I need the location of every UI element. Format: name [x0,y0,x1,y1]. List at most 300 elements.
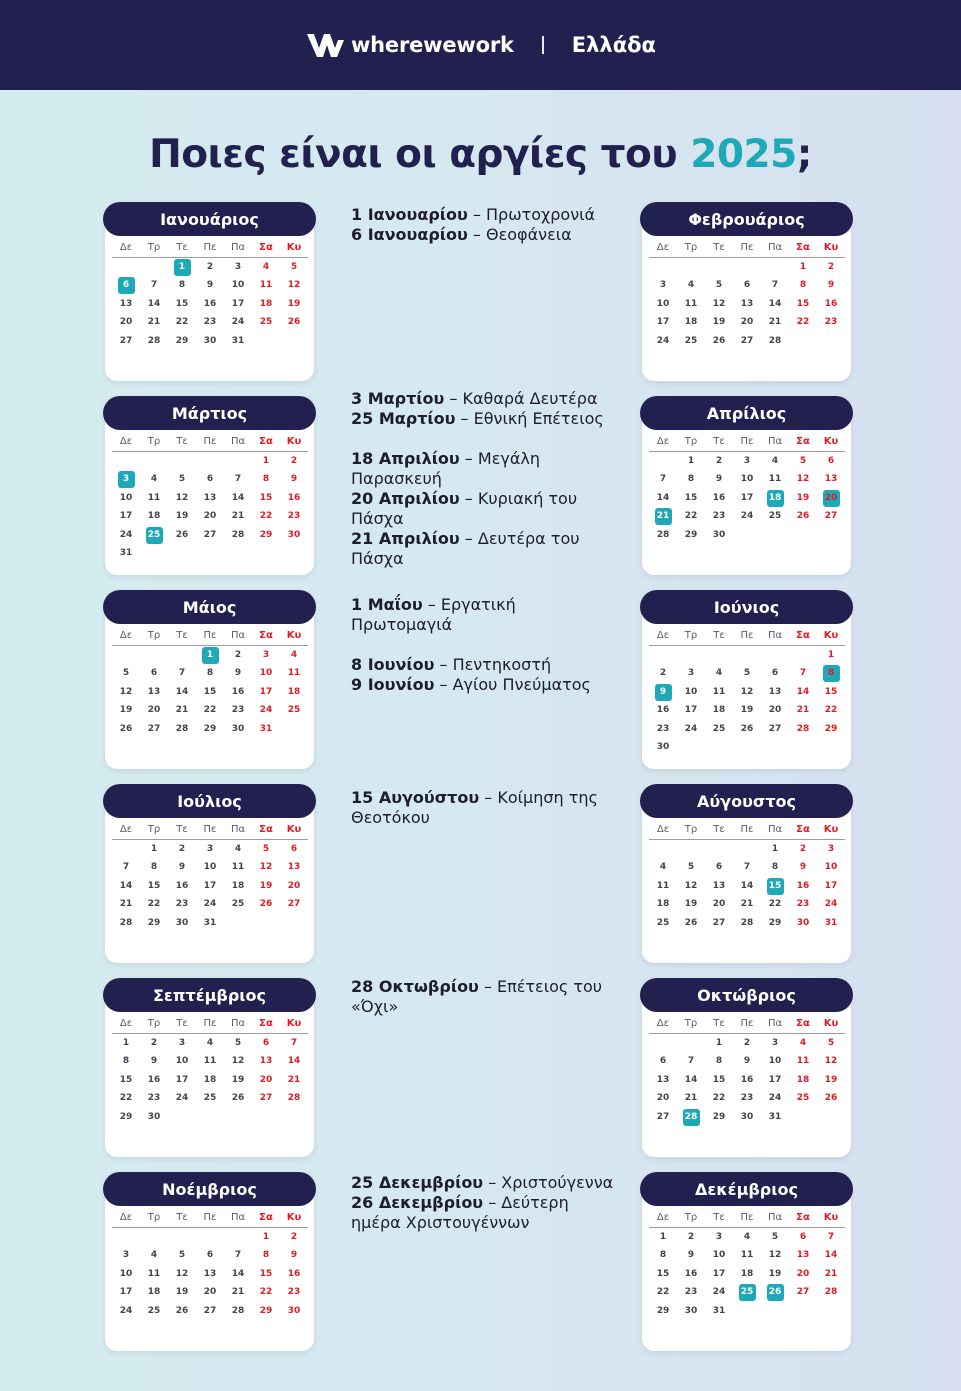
day-cell: 5 [715,280,723,290]
day-cell: 2 [290,1231,298,1242]
holiday-date: 20 Απριλίου [351,489,460,508]
holiday-date: 15 Αυγούστου [351,788,480,807]
day-cell: 16 [656,705,670,715]
weekday-label: Κυ [817,433,845,452]
weekday-label: Τε [168,433,196,452]
weekday-label: Τρ [677,239,705,258]
holiday-entry [351,449,619,489]
day-cell: 8 [659,1250,667,1260]
day-cell: 18 [231,880,245,891]
day-cell: 27 [287,899,301,909]
month-card [642,1173,851,1351]
day-cell: 13 [768,686,782,697]
month-name: Δεκέμβριος [640,1172,853,1206]
day-cell: 25 [656,917,670,928]
day-cell: 15 [712,1074,726,1085]
day-cell: 24 [740,511,754,521]
day-cell: 1 [827,649,835,660]
day-cell: 29 [259,529,273,540]
day-cell: 7 [827,1231,835,1242]
empty-cell [677,646,705,665]
day-cell: 21 [147,317,161,327]
day-cell: 10 [712,1250,726,1260]
day-cell: 19 [712,317,726,327]
weekday-label: Δε [112,1015,140,1034]
day-cell: 29 [684,529,698,540]
day-cell: 7 [290,1037,298,1048]
day-cell: 5 [262,843,270,854]
holiday-entry [351,409,619,429]
weekday-label: Τρ [140,239,168,258]
day-cell: 16 [147,1074,161,1085]
day-cell: 6 [715,862,723,872]
title-year: 2025 [690,132,797,177]
day-cell: 28 [824,1287,838,1297]
day-cell: 5 [290,261,298,272]
weekday-label: Πα [761,627,789,646]
empty-cell [677,840,705,859]
weekday-label: Πε [733,627,761,646]
day-cell: 28 [740,917,754,928]
day-cell: 12 [824,1056,838,1066]
day-cell: 24 [231,317,245,327]
day-cell: 24 [684,723,698,734]
holiday-group [351,1173,619,1233]
month-card [105,1173,314,1351]
day-cell: 22 [175,317,189,327]
day-cell: 18 [287,686,301,697]
day-cell: 3 [262,649,270,660]
page-title [0,132,961,177]
day-cell: 2 [827,261,835,272]
holiday-name: – Εργατική Πρωτομαγιά [351,595,516,634]
day-cell: 16 [287,492,301,503]
day-cell: 15 [259,492,273,503]
holiday-name: – Θεοφάνεια [467,225,572,244]
weekday-label: Κυ [280,627,308,646]
day-cell: 29 [768,917,782,928]
empty-cell [196,452,224,471]
day-cell: 14 [740,880,754,891]
weekday-label: Πε [196,821,224,840]
holiday-name: – Χριστούγεννα [483,1173,614,1192]
weekday-label: Πε [196,1209,224,1228]
weekday-label: Σα [252,1209,280,1228]
day-cell: 21 [231,1287,245,1297]
weekday-label: Σα [252,1015,280,1034]
day-cell: 18 [740,1268,754,1279]
day-cell: 27 [796,1287,810,1297]
month-days-grid [112,1209,308,1320]
day-cell: 2 [150,1037,158,1048]
weekday-label: Πε [733,821,761,840]
day-cell: 26 [175,1305,189,1316]
holiday-name: – Πρωτοχρονιά [467,205,596,224]
day-cell: 3 [743,455,751,466]
day-cell: 20 [147,705,161,715]
day-cell: 11 [231,862,245,872]
weekday-label: Δε [649,627,677,646]
day-cell: 25 [147,1305,161,1316]
weekday-label: Τε [168,627,196,646]
weekday-label: Δε [112,1209,140,1228]
holiday-day: 28 [677,1108,705,1127]
day-cell: 8 [206,668,214,678]
day-cell: 25 [259,317,273,327]
empty-cell [733,646,761,665]
day-cell: 8 [715,1056,723,1066]
day-cell: 12 [175,1268,189,1279]
day-cell: 6 [743,280,751,290]
day-cell: 17 [175,1074,189,1085]
day-cell: 9 [234,668,242,678]
day-cell: 23 [712,511,726,521]
day-cell: 16 [287,1268,301,1279]
day-cell: 17 [824,880,838,891]
day-cell: 24 [712,1287,726,1297]
day-cell: 23 [740,1093,754,1103]
weekday-label: Πε [196,627,224,646]
month-days-grid [112,239,308,350]
day-cell: 9 [178,862,186,872]
empty-cell [168,646,196,665]
weekday-label: Τρ [140,433,168,452]
empty-cell [705,258,733,277]
holiday-entry [351,529,619,569]
day-cell: 30 [740,1111,754,1122]
day-cell: 10 [175,1056,189,1066]
holiday-day: 9 [649,683,677,702]
day-cell: 6 [771,668,779,678]
holiday-group [351,205,619,245]
day-cell: 22 [768,899,782,909]
weekday-label: Δε [112,433,140,452]
holiday-entry [351,205,619,225]
empty-cell [112,258,140,277]
day-cell: 26 [824,1093,838,1103]
holiday-entry [351,1193,619,1233]
day-cell: 5 [687,862,695,872]
day-cell: 3 [687,668,695,678]
empty-cell [733,840,761,859]
day-cell: 16 [175,880,189,891]
day-cell: 21 [796,705,810,715]
month-name: Μάιος [103,590,316,624]
day-cell: 20 [656,1093,670,1103]
day-cell: 18 [656,899,670,909]
day-cell: 30 [147,1111,161,1122]
day-cell: 29 [712,1111,726,1122]
day-cell: 10 [656,298,670,309]
weekday-label: Κυ [817,627,845,646]
day-cell: 5 [178,1250,186,1260]
holiday-day: 18 [761,489,789,508]
day-cell: 27 [656,1111,670,1122]
day-cell: 30 [656,742,670,752]
day-cell: 6 [827,455,835,466]
day-cell: 15 [796,298,810,309]
day-cell: 10 [119,492,133,503]
day-cell: 9 [290,474,298,484]
holiday-entry [351,595,619,635]
day-cell: 7 [150,280,158,290]
day-cell: 30 [287,529,301,540]
day-cell: 14 [175,686,189,697]
weekday-label: Κυ [817,239,845,258]
day-cell: 17 [740,492,754,503]
day-cell: 19 [684,899,698,909]
month-card [105,785,314,963]
empty-cell [112,646,140,665]
month-days-grid [112,433,308,563]
day-cell: 24 [768,1093,782,1103]
day-cell: 19 [259,880,273,891]
spacer [351,635,619,655]
day-cell: 13 [203,492,217,503]
empty-cell [112,1228,140,1247]
holiday-date: 3 Μαρτίου [351,389,445,408]
day-cell: 4 [687,280,695,290]
weekday-label: Πα [224,1015,252,1034]
day-cell: 1 [122,1037,130,1048]
day-cell: 4 [234,843,242,854]
day-cell: 28 [175,723,189,734]
month-days-grid [112,627,308,738]
weekday-label: Πα [761,1209,789,1228]
day-cell: 29 [175,335,189,346]
month-name: Σεπτέμβριος [103,978,316,1012]
day-cell: 14 [684,1074,698,1085]
holiday-day: 6 [112,276,140,295]
day-cell: 21 [287,1074,301,1085]
day-cell: 6 [799,1231,807,1242]
empty-cell [649,646,677,665]
day-cell: 17 [768,1074,782,1085]
weekday-label: Τρ [677,1015,705,1034]
holiday-day: 20 [817,489,845,508]
month-name: Αύγουστος [640,784,853,818]
day-cell: 9 [206,280,214,290]
day-cell: 26 [287,317,301,327]
month-days-grid [112,1015,308,1126]
day-cell: 1 [687,455,695,466]
day-cell: 12 [768,1250,782,1260]
day-cell: 25 [768,511,782,521]
day-cell: 3 [178,1037,186,1048]
month-card [105,591,314,769]
day-cell: 23 [684,1287,698,1297]
day-cell: 12 [231,1056,245,1066]
weekday-label: Σα [789,627,817,646]
weekday-label: Σα [252,627,280,646]
day-cell: 3 [234,261,242,272]
day-cell: 25 [712,723,726,734]
day-cell: 20 [740,317,754,327]
day-cell: 23 [287,511,301,521]
holiday-date: 18 Απριλίου [351,449,460,468]
day-cell: 2 [206,261,214,272]
weekday-label: Πα [761,433,789,452]
day-cell: 10 [740,474,754,484]
day-cell: 6 [659,1056,667,1066]
weekday-label: Πε [733,239,761,258]
country-name[interactable]: Ελλάδα [571,33,656,57]
day-cell: 27 [740,335,754,346]
weekday-label: Τρ [140,821,168,840]
weekday-label: Δε [649,1209,677,1228]
day-cell: 10 [119,1268,133,1279]
day-cell: 13 [203,1268,217,1279]
weekday-label: Τε [705,433,733,452]
empty-cell [649,258,677,277]
day-cell: 22 [203,705,217,715]
day-cell: 16 [712,492,726,503]
holiday-date: 9 Ιουνίου [351,675,435,694]
day-cell: 11 [203,1056,217,1066]
day-cell: 2 [659,668,667,678]
day-cell: 1 [262,1231,270,1242]
day-cell: 13 [740,298,754,309]
weekday-label: Σα [789,1209,817,1228]
day-cell: 27 [824,511,838,521]
weekday-label: Τρ [140,627,168,646]
day-cell: 20 [287,880,301,891]
weekday-label: Πε [733,1209,761,1228]
weekday-label: Σα [789,821,817,840]
day-cell: 4 [290,649,298,660]
day-cell: 11 [712,686,726,697]
day-cell: 30 [684,1305,698,1316]
day-cell: 14 [768,298,782,309]
day-cell: 8 [150,862,158,872]
day-cell: 4 [659,862,667,872]
day-cell: 29 [259,1305,273,1316]
day-cell: 24 [259,705,273,715]
day-cell: 11 [768,474,782,484]
empty-cell [761,258,789,277]
holiday-name: – Αγίου Πνεύματος [434,675,591,694]
day-cell: 7 [659,474,667,484]
weekday-label: Πα [761,239,789,258]
holiday-day: 25 [733,1283,761,1302]
day-cell: 28 [656,529,670,540]
empty-cell [140,258,168,277]
weekday-label: Δε [112,821,140,840]
day-cell: 15 [824,686,838,697]
day-cell: 31 [259,723,273,734]
weekday-label: Τρ [677,1209,705,1228]
holiday-name: – Πεντηκοστή [434,655,552,674]
weekday-label: Πα [224,627,252,646]
holiday-date: 25 Δεκεμβρίου [351,1173,484,1192]
holiday-group [351,389,619,569]
day-cell: 19 [231,1074,245,1085]
day-cell: 20 [796,1268,810,1279]
day-cell: 12 [712,298,726,309]
empty-cell [140,452,168,471]
day-cell: 4 [743,1231,751,1242]
day-cell: 8 [122,1056,130,1066]
day-cell: 30 [175,917,189,928]
weekday-label: Πα [761,821,789,840]
day-cell: 10 [824,862,838,872]
holiday-entry [351,655,619,675]
day-cell: 9 [290,1250,298,1260]
day-cell: 13 [796,1250,810,1260]
month-name: Νοέμβριος [103,1172,316,1206]
month-card [642,591,851,769]
holiday-entry [351,788,619,828]
day-cell: 31 [768,1111,782,1122]
day-cell: 18 [684,317,698,327]
day-cell: 6 [290,843,298,854]
weekday-label: Δε [649,1015,677,1034]
weekday-label: Τε [168,239,196,258]
weekday-label: Τρ [140,1015,168,1034]
day-cell: 24 [175,1093,189,1103]
weekday-label: Κυ [280,239,308,258]
day-cell: 26 [119,723,133,734]
day-cell: 30 [231,723,245,734]
day-cell: 11 [740,1250,754,1260]
day-cell: 26 [175,529,189,540]
day-cell: 20 [203,1287,217,1297]
holiday-day: 26 [761,1283,789,1302]
day-cell: 22 [147,899,161,909]
day-cell: 31 [119,548,133,558]
holiday-group [351,595,619,695]
month-days-grid [649,1015,845,1126]
weekday-label: Κυ [817,1015,845,1034]
logo[interactable] [305,31,514,59]
holiday-day: 25 [140,526,168,545]
holiday-name: – Κυριακή του Πάσχα [351,489,578,528]
weekday-label: Κυ [280,1015,308,1034]
day-cell: 4 [771,455,779,466]
holiday-entry [351,977,619,1017]
day-cell: 1 [771,843,779,854]
day-cell: 20 [712,899,726,909]
day-cell: 2 [687,1231,695,1242]
day-cell: 15 [119,1074,133,1085]
empty-cell [649,452,677,471]
weekday-label: Πε [196,1015,224,1034]
holiday-day: 8 [817,664,845,683]
weekday-label: Τε [705,821,733,840]
holiday-date: 1 Ιανουαρίου [351,205,468,224]
weekday-label: Δε [649,239,677,258]
day-cell: 24 [119,529,133,540]
weekday-label: Πε [196,433,224,452]
day-cell: 23 [203,317,217,327]
day-cell: 8 [799,280,807,290]
holiday-day: 3 [112,470,140,489]
empty-cell [168,452,196,471]
day-cell: 30 [287,1305,301,1316]
day-cell: 11 [259,280,273,290]
day-cell: 14 [147,298,161,309]
day-cell: 10 [203,862,217,872]
day-cell: 26 [231,1093,245,1103]
top-bar [0,0,961,90]
day-cell: 20 [768,705,782,715]
day-cell: 4 [262,261,270,272]
day-cell: 13 [119,298,133,309]
day-cell: 21 [684,1093,698,1103]
holiday-name: – Καθαρά Δευτέρα [444,389,598,408]
holiday-group [351,977,619,1017]
day-cell: 10 [768,1056,782,1066]
